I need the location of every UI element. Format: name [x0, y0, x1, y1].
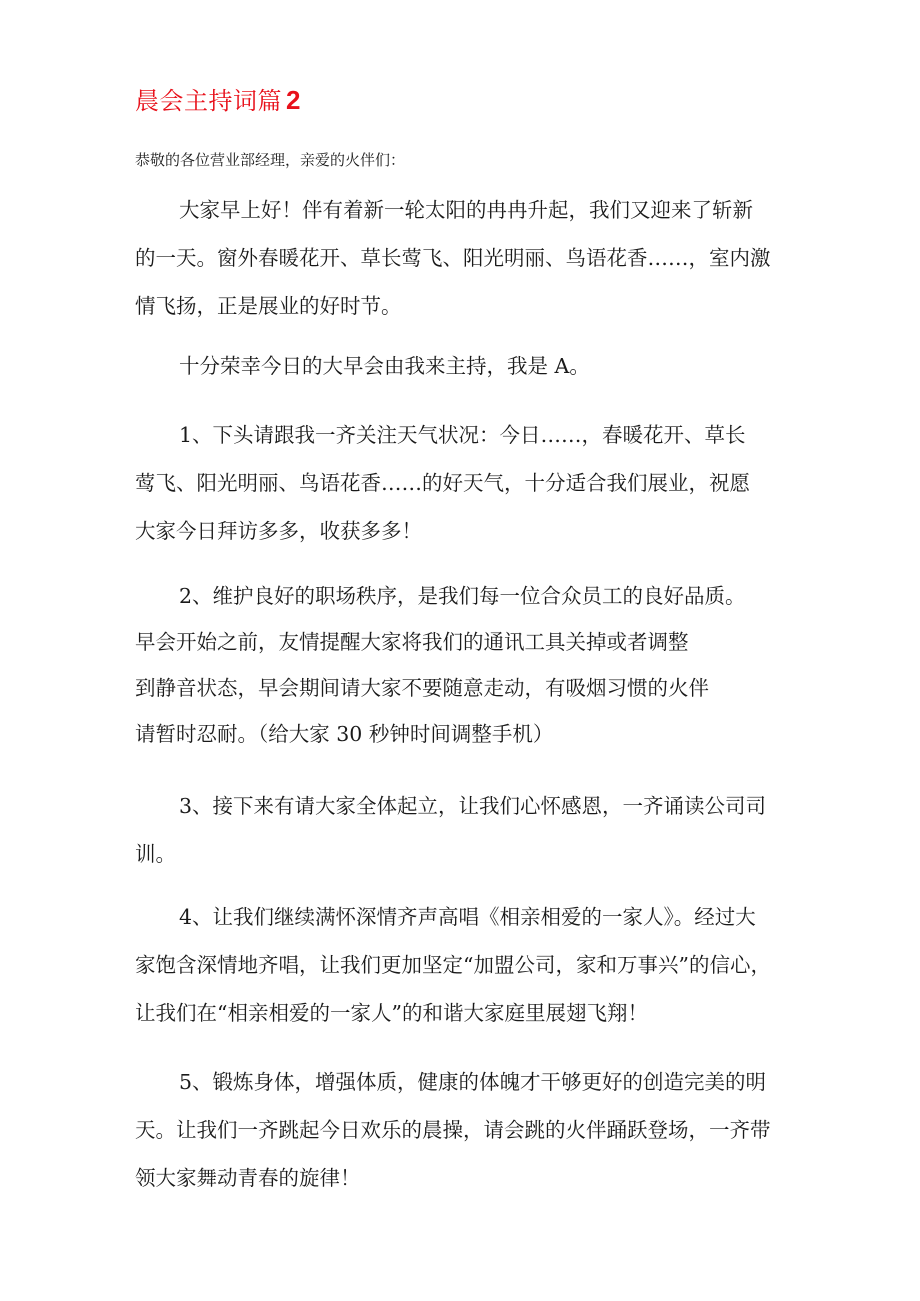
- paragraph-weather: [135, 411, 815, 555]
- paragraph-greeting: [135, 186, 815, 330]
- paragraph-line: 天。让我们一齐跳起今日欢乐的晨操，请会跳的火伴踊跃登场，一齐带: [135, 1118, 771, 1142]
- paragraph-line: 莺飞、阳光明丽、鸟语花香……的好天气，十分适合我们展业，祝愿: [135, 471, 750, 495]
- paragraph-line: 的一天。窗外春暖花开、草长莺飞、阳光明丽、鸟语花香……，室内激: [135, 246, 771, 270]
- paragraph-line: 早会开始之前，友情提醒大家将我们的通讯工具关掉或者调整: [135, 630, 689, 654]
- paragraph-line: 大家今日拜访多多，收获多多！: [135, 519, 422, 543]
- paragraph-order: [135, 573, 815, 757]
- paragraph-line: 1、下头请跟我一齐关注天气状况：今日……，春暖花开、草长: [179, 423, 746, 447]
- paragraph-line: 让我们在“相亲相爱的一家人”的和谐大家庭里展翅飞翔！: [135, 1001, 648, 1025]
- paragraph-line: 领大家舞动青春的旋律！: [135, 1166, 361, 1190]
- document-title-number: 2: [286, 85, 301, 115]
- salutation: 恭敬的各位营业部经理，亲爱的火伴们：: [135, 151, 406, 169]
- paragraph-line: 十分荣幸今日的大早会由我来主持，我是 A。: [179, 354, 590, 378]
- paragraph-song: [135, 893, 815, 1037]
- paragraph-line: 家饱含深情地齐唱，让我们更加坚定“加盟公司，家和万事兴”的信心，: [135, 953, 771, 977]
- document-title-text: 晨会主持词篇: [135, 87, 282, 115]
- paragraph-line: 情飞扬，正是展业的好时节。: [135, 294, 402, 318]
- paragraph-exercise: [135, 1058, 815, 1202]
- paragraph-line: 请暂时忍耐。（给大家 30 秒钟时间调整手机）: [135, 722, 554, 746]
- paragraph-line: 训。: [135, 842, 176, 866]
- paragraph-line: 到静音状态，早会期间请大家不要随意走动，有吸烟习惯的火伴: [135, 676, 709, 700]
- paragraph-line: 大家早上好！伴有着新一轮太阳的冉冉升起，我们又迎来了斩新: [179, 198, 753, 222]
- document-title: [135, 82, 301, 119]
- paragraph-host-intro: [135, 342, 815, 390]
- paragraph-line: 4、让我们继续满怀深情齐声高唱《相亲相爱的一家人》。经过大: [179, 905, 756, 929]
- paragraph-motto: [135, 782, 815, 878]
- paragraph-line: 3、接下来有请大家全体起立，让我们心怀感恩，一齐诵读公司司: [179, 794, 767, 818]
- paragraph-line: 2、维护良好的职场秩序，是我们每一位合众员工的良好品质。: [179, 584, 746, 608]
- paragraph-line: 5、锻炼身体，增强体质，健康的体魄才干够更好的创造完美的明: [179, 1070, 767, 1094]
